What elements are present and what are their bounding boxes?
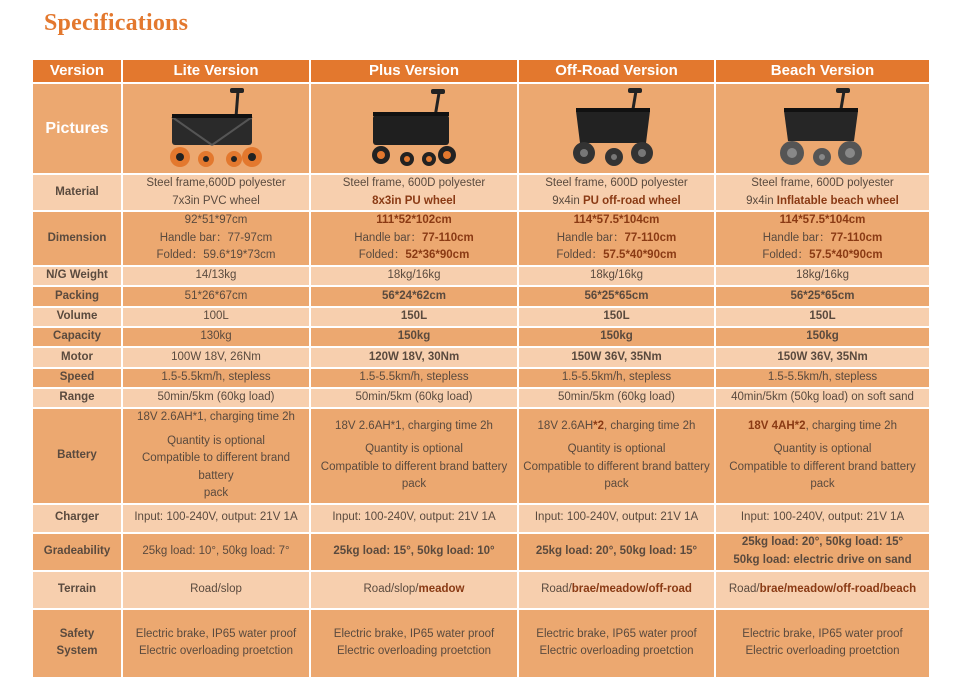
range-row [32,388,930,408]
terrain-offroad: Road/brae/meadow/off-road [518,571,715,609]
header-version: Version [32,59,122,83]
charger-label: Charger [32,504,122,533]
page-title: Specifications [44,10,189,36]
volume-plus: 150L [310,307,518,327]
specifications-table [31,58,931,679]
weight-row [32,266,930,286]
battery-row [32,408,930,504]
battery-beach: 18V 4AH*2, charging time 2h Quantity is optional Compatible to different brand battery pack [715,408,930,504]
range-label: Range [32,388,122,408]
charger-row [32,504,930,533]
battery-offroad: 18V 2.6AH*2, charging time 2h Quantity is optional Compatible to different brand battery pack [518,408,715,504]
packing-lite: 51*26*67cm [122,286,310,307]
weight-lite: 14/13kg [122,266,310,286]
gradeability-label: Gradeability [32,533,122,571]
gradeability-lite: 25kg load: 10°, 50kg load: 7° [122,533,310,571]
lite-picture [122,83,310,174]
charger-offroad: Input: 100-240V, output: 21V 1A [518,504,715,533]
packing-label: Packing [32,286,122,307]
safety-label: Safety System [32,609,122,678]
weight-offroad: 18kg/16kg [518,266,715,286]
pictures-row [32,83,930,174]
gradeability-plus: 25kg load: 15°, 50kg load: 10° [310,533,518,571]
dimension-offroad: 114*57.5*104cm Handle bar：77-110cm Folded：57.5*40*90cm [518,211,715,266]
volume-label: Volume [32,307,122,327]
terrain-plus: Road/slop/meadow [310,571,518,609]
weight-beach: 18kg/16kg [715,266,930,286]
folding-wagon-beach-wheels-icon [776,87,870,171]
motor-row [32,347,930,368]
safety-plus: Electric brake, IP65 water proof Electric overloading proetction [310,609,518,678]
speed-row [32,368,930,388]
dimension-label: Dimension [32,211,122,266]
safety-beach: Electric brake, IP65 water proof Electric overloading proetction [715,609,930,678]
speed-label: Speed [32,368,122,388]
volume-beach: 150L [715,307,930,327]
safety-offroad: Electric brake, IP65 water proof Electric overloading proetction [518,609,715,678]
volume-row [32,307,930,327]
header-row [32,59,930,83]
packing-offroad: 56*25*65cm [518,286,715,307]
material-offroad: Steel frame, 600D polyester 9x4in PU off-road wheel [518,174,715,211]
dimension-lite: 92*51*97cm Handle bar：77-97cm Folded：59.6*19*73cm [122,211,310,266]
gradeability-beach: 25kg load: 20°, 50kg load: 15° 50kg load: electric drive on sand [715,533,930,571]
motor-lite: 100W 18V, 26Nm [122,347,310,368]
offroad-picture [518,83,715,174]
dimension-plus: 111*52*102cm Handle bar：77-110cm Folded：52*36*90cm [310,211,518,266]
volume-lite: 100L [122,307,310,327]
safety-row [32,609,930,678]
capacity-label: Capacity [32,327,122,347]
motor-beach: 150W 36V, 35Nm [715,347,930,368]
terrain-lite: Road/slop [122,571,310,609]
gradeability-row [32,533,930,571]
range-beach: 40min/5km (50kg load) on soft sand [715,388,930,408]
header-plus: Plus Version [310,59,518,83]
range-lite: 50min/5km (60kg load) [122,388,310,408]
speed-offroad: 1.5-5.5km/h, stepless [518,368,715,388]
terrain-beach: Road/brae/meadow/off-road/beach [715,571,930,609]
capacity-lite: 130kg [122,327,310,347]
material-label: Material [32,174,122,211]
capacity-row [32,327,930,347]
pictures-label: Pictures [32,83,122,174]
dimension-row [32,211,930,266]
charger-lite: Input: 100-240V, output: 21V 1A [122,504,310,533]
material-row [32,174,930,211]
packing-plus: 56*24*62cm [310,286,518,307]
beach-picture [715,83,930,174]
motor-plus: 120W 18V, 30Nm [310,347,518,368]
material-plus: Steel frame, 600D polyester 8x3in PU wheel [310,174,518,211]
material-beach: Steel frame, 600D polyester 9x4in Inflatable beach wheel [715,174,930,211]
motor-label: Motor [32,347,122,368]
speed-plus: 1.5-5.5km/h, stepless [310,368,518,388]
capacity-beach: 150kg [715,327,930,347]
safety-lite: Electric brake, IP65 water proof Electric overloading proetction [122,609,310,678]
motor-offroad: 150W 36V, 35Nm [518,347,715,368]
folding-wagon-orange-wheels-icon [164,87,268,171]
charger-beach: Input: 100-240V, output: 21V 1A [715,504,930,533]
charger-plus: Input: 100-240V, output: 21V 1A [310,504,518,533]
speed-beach: 1.5-5.5km/h, stepless [715,368,930,388]
volume-offroad: 150L [518,307,715,327]
battery-lite: 18V 2.6AH*1, charging time 2h Quantity is optional Compatible to different brand battery pack [122,408,310,504]
weight-plus: 18kg/16kg [310,266,518,286]
terrain-label: Terrain [32,571,122,609]
folding-wagon-black-orange-wheels-icon [367,87,461,171]
weight-label: N/G Weight [32,266,122,286]
battery-label: Battery [32,408,122,504]
capacity-plus: 150kg [310,327,518,347]
header-lite: Lite Version [122,59,310,83]
speed-lite: 1.5-5.5km/h, stepless [122,368,310,388]
capacity-offroad: 150kg [518,327,715,347]
gradeability-offroad: 25kg load: 20°, 50kg load: 15° [518,533,715,571]
material-lite: Steel frame,600D polyester 7x3in PVC wheel [122,174,310,211]
terrain-row [32,571,930,609]
range-offroad: 50min/5km (60kg load) [518,388,715,408]
battery-plus: 18V 2.6AH*1, charging time 2h Quantity is optional Compatible to different brand battery pack [310,408,518,504]
range-plus: 50min/5km (60kg load) [310,388,518,408]
packing-row [32,286,930,307]
plus-picture [310,83,518,174]
dimension-beach: 114*57.5*104cm Handle bar：77-110cm Folded：57.5*40*90cm [715,211,930,266]
header-beach: Beach Version [715,59,930,83]
header-offroad: Off-Road Version [518,59,715,83]
packing-beach: 56*25*65cm [715,286,930,307]
folding-wagon-offroad-wheels-icon [570,87,664,171]
